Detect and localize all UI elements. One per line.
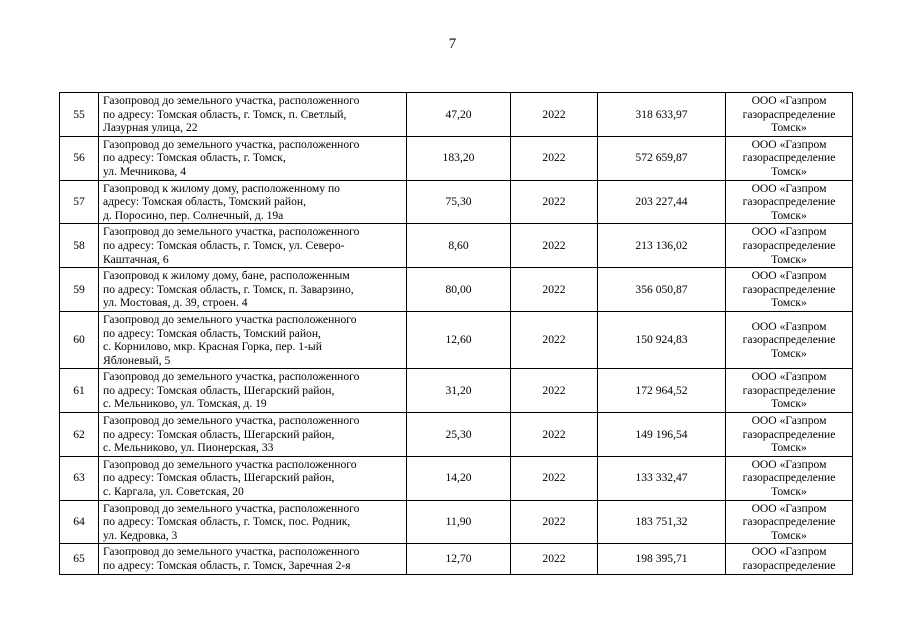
object-name-line: Газопровод до земельного участка, расположенного <box>103 545 360 559</box>
owner-line: газораспределение <box>742 559 836 572</box>
owner-cell <box>726 544 853 574</box>
row-number-cell: 60 <box>60 311 99 368</box>
owner-line: ООО «Газпром <box>751 137 827 151</box>
owner-line: газораспределение <box>742 471 836 485</box>
object-name-cell <box>99 413 407 457</box>
owner-line: Томск» <box>771 485 807 499</box>
owner-cell <box>726 369 853 413</box>
length-cell: 8,60 <box>407 224 511 268</box>
object-name-line: Газопровод до земельного участка расположенного <box>103 312 357 326</box>
table-row <box>60 93 853 137</box>
cost-cell: 213 136,02 <box>598 224 726 268</box>
object-name-line: Газопровод до земельного участка, расположенного <box>103 137 360 151</box>
owner-line: ООО «Газпром <box>751 319 827 333</box>
row-number-cell: 61 <box>60 369 99 413</box>
object-name-line: по адресу: Томская область, г. Томск, <box>103 151 286 165</box>
owner-cell <box>726 224 853 268</box>
table-row <box>60 180 853 224</box>
object-name-line: Газопровод до земельного участка, расположенного <box>103 370 360 384</box>
owner-line: Томск» <box>771 397 807 411</box>
length-cell: 183,20 <box>407 136 511 180</box>
object-name-cell <box>99 456 407 500</box>
table-row <box>60 224 853 268</box>
object-name-line: по адресу: Томская область, г. Томск, ул. Северо- <box>103 238 345 252</box>
owner-line: Томск» <box>771 208 807 222</box>
cost-cell: 183 751,32 <box>598 500 726 544</box>
cost-cell: 198 395,71 <box>598 544 726 574</box>
object-name-line: Газопровод к жилому дому, расположенному по <box>103 181 340 195</box>
row-number-cell: 59 <box>60 268 99 312</box>
cost-cell: 149 196,54 <box>598 413 726 457</box>
owner-line: Томск» <box>771 121 807 135</box>
length-cell: 12,60 <box>407 311 511 368</box>
owner-line: газораспределение <box>742 282 836 296</box>
table-row <box>60 369 853 413</box>
page-number: 7 <box>448 36 457 52</box>
object-name-cell <box>99 544 407 574</box>
object-name-line: Газопровод к жилому дому, бане, расположенным <box>103 269 350 283</box>
row-number-cell: 64 <box>60 500 99 544</box>
object-name-line: Газопровод до земельного участка, расположенного <box>103 501 360 515</box>
row-number-cell: 65 <box>60 544 99 574</box>
length-cell: 47,20 <box>407 93 511 137</box>
year-cell: 2022 <box>511 311 598 368</box>
year-cell: 2022 <box>511 136 598 180</box>
gas-pipeline-table <box>59 92 853 575</box>
owner-line: газораспределение <box>742 195 836 209</box>
object-name-line: Газопровод до земельного участка, расположенного <box>103 94 360 107</box>
object-name-cell <box>99 500 407 544</box>
owner-cell <box>726 180 853 224</box>
object-name-line: по адресу: Томская область, Шегарский район, <box>103 427 335 441</box>
year-cell: 2022 <box>511 93 598 137</box>
object-name-line: с. Каргала, ул. Советская, 20 <box>103 485 244 499</box>
owner-line: ООО «Газпром <box>751 94 827 107</box>
year-cell: 2022 <box>511 500 598 544</box>
owner-cell <box>726 500 853 544</box>
owner-line: газораспределение <box>742 427 836 441</box>
cost-cell: 318 633,97 <box>598 93 726 137</box>
object-name-line: Газопровод до земельного участка, расположенного <box>103 225 360 239</box>
year-cell: 2022 <box>511 369 598 413</box>
table-row <box>60 268 853 312</box>
object-name-cell <box>99 93 407 137</box>
object-name-line: Яблоневый, 5 <box>103 353 171 367</box>
object-name-cell <box>99 180 407 224</box>
object-name-line: по адресу: Томская область, Томский район, <box>103 326 321 340</box>
object-name-line: Каштачная, 6 <box>103 252 169 266</box>
object-name-line: ул. Мостовая, д. 39, строен. 4 <box>103 296 248 310</box>
year-cell: 2022 <box>511 180 598 224</box>
owner-cell <box>726 456 853 500</box>
object-name-line: по адресу: Томская область, Шегарский район, <box>103 471 335 485</box>
owner-line: газораспределение <box>742 107 836 121</box>
owner-cell <box>726 311 853 368</box>
cost-cell: 572 659,87 <box>598 136 726 180</box>
length-cell: 14,20 <box>407 456 511 500</box>
owner-line: Томск» <box>771 296 807 310</box>
owner-line: ООО «Газпром <box>751 501 827 515</box>
length-cell: 12,70 <box>407 544 511 574</box>
row-number-cell: 58 <box>60 224 99 268</box>
year-cell: 2022 <box>511 413 598 457</box>
owner-line: газораспределение <box>742 383 836 397</box>
object-name-line: Газопровод до земельного участка, расположенного <box>103 414 360 428</box>
table-row <box>60 500 853 544</box>
owner-line: ООО «Газпром <box>751 414 827 428</box>
owner-cell <box>726 93 853 137</box>
object-name-cell <box>99 224 407 268</box>
owner-line: газораспределение <box>742 333 836 347</box>
cost-cell: 356 050,87 <box>598 268 726 312</box>
object-name-line: д. Поросино, пер. Солнечный, д. 19а <box>103 208 284 222</box>
owner-line: ООО «Газпром <box>751 269 827 283</box>
row-number-cell: 63 <box>60 456 99 500</box>
object-name-line: Лазурная улица, 22 <box>103 121 198 135</box>
object-name-line: по адресу: Томская область, г. Томск, пос. Родник, <box>103 515 351 529</box>
cost-cell: 133 332,47 <box>598 456 726 500</box>
cost-cell: 150 924,83 <box>598 311 726 368</box>
length-cell: 11,90 <box>407 500 511 544</box>
object-name-line: по адресу: Томская область, г. Томск, п. Светлый, <box>103 107 347 121</box>
owner-line: газораспределение <box>742 238 836 252</box>
row-number-cell: 57 <box>60 180 99 224</box>
table-row <box>60 311 853 368</box>
object-name-line: адресу: Томская область, Томский район, <box>103 195 307 209</box>
object-name-cell <box>99 369 407 413</box>
cost-cell: 203 227,44 <box>598 180 726 224</box>
owner-cell <box>726 268 853 312</box>
row-number-cell: 55 <box>60 93 99 137</box>
cost-cell: 172 964,52 <box>598 369 726 413</box>
object-name-line: ул. Кедровка, 3 <box>103 528 178 542</box>
object-name-line: по адресу: Томская область, г. Томск, Заречная 2-я <box>103 559 351 572</box>
year-cell: 2022 <box>511 456 598 500</box>
owner-cell <box>726 413 853 457</box>
table-row <box>60 456 853 500</box>
year-cell: 2022 <box>511 224 598 268</box>
owner-cell <box>726 136 853 180</box>
owner-line: Томск» <box>771 346 807 360</box>
owner-line: Томск» <box>771 441 807 455</box>
owner-line: ООО «Газпром <box>751 181 827 195</box>
table-row <box>60 544 853 574</box>
year-cell: 2022 <box>511 268 598 312</box>
length-cell: 80,00 <box>407 268 511 312</box>
owner-line: Томск» <box>771 164 807 178</box>
object-name-line: по адресу: Томская область, Шегарский район, <box>103 383 335 397</box>
length-cell: 31,20 <box>407 369 511 413</box>
owner-line: Томск» <box>771 252 807 266</box>
owner-line: Томск» <box>771 528 807 542</box>
object-name-cell <box>99 311 407 368</box>
owner-line: газораспределение <box>742 515 836 529</box>
object-name-line: по адресу: Томская область, г. Томск, п. Заварзино, <box>103 282 354 296</box>
object-name-line: Газопровод до земельного участка расположенного <box>103 457 357 471</box>
year-cell: 2022 <box>511 544 598 574</box>
object-name-line: с. Мельниково, ул. Пионерская, 33 <box>103 441 274 455</box>
owner-line: ООО «Газпром <box>751 225 827 239</box>
length-cell: 75,30 <box>407 180 511 224</box>
length-cell: 25,30 <box>407 413 511 457</box>
owner-line: ООО «Газпром <box>751 545 827 559</box>
object-name-cell <box>99 268 407 312</box>
owner-line: газораспределение <box>742 151 836 165</box>
owner-line: ООО «Газпром <box>751 370 827 384</box>
object-name-cell <box>99 136 407 180</box>
object-name-line: с. Корнилово, мкр. Красная Горка, пер. 1-ый <box>103 340 322 354</box>
row-number-cell: 56 <box>60 136 99 180</box>
object-name-line: с. Мельниково, ул. Томская, д. 19 <box>103 397 267 411</box>
owner-line: ООО «Газпром <box>751 457 827 471</box>
object-name-line: ул. Мечникова, 4 <box>103 164 187 178</box>
table-row <box>60 413 853 457</box>
row-number-cell: 62 <box>60 413 99 457</box>
table-row <box>60 136 853 180</box>
table-body <box>60 93 853 575</box>
